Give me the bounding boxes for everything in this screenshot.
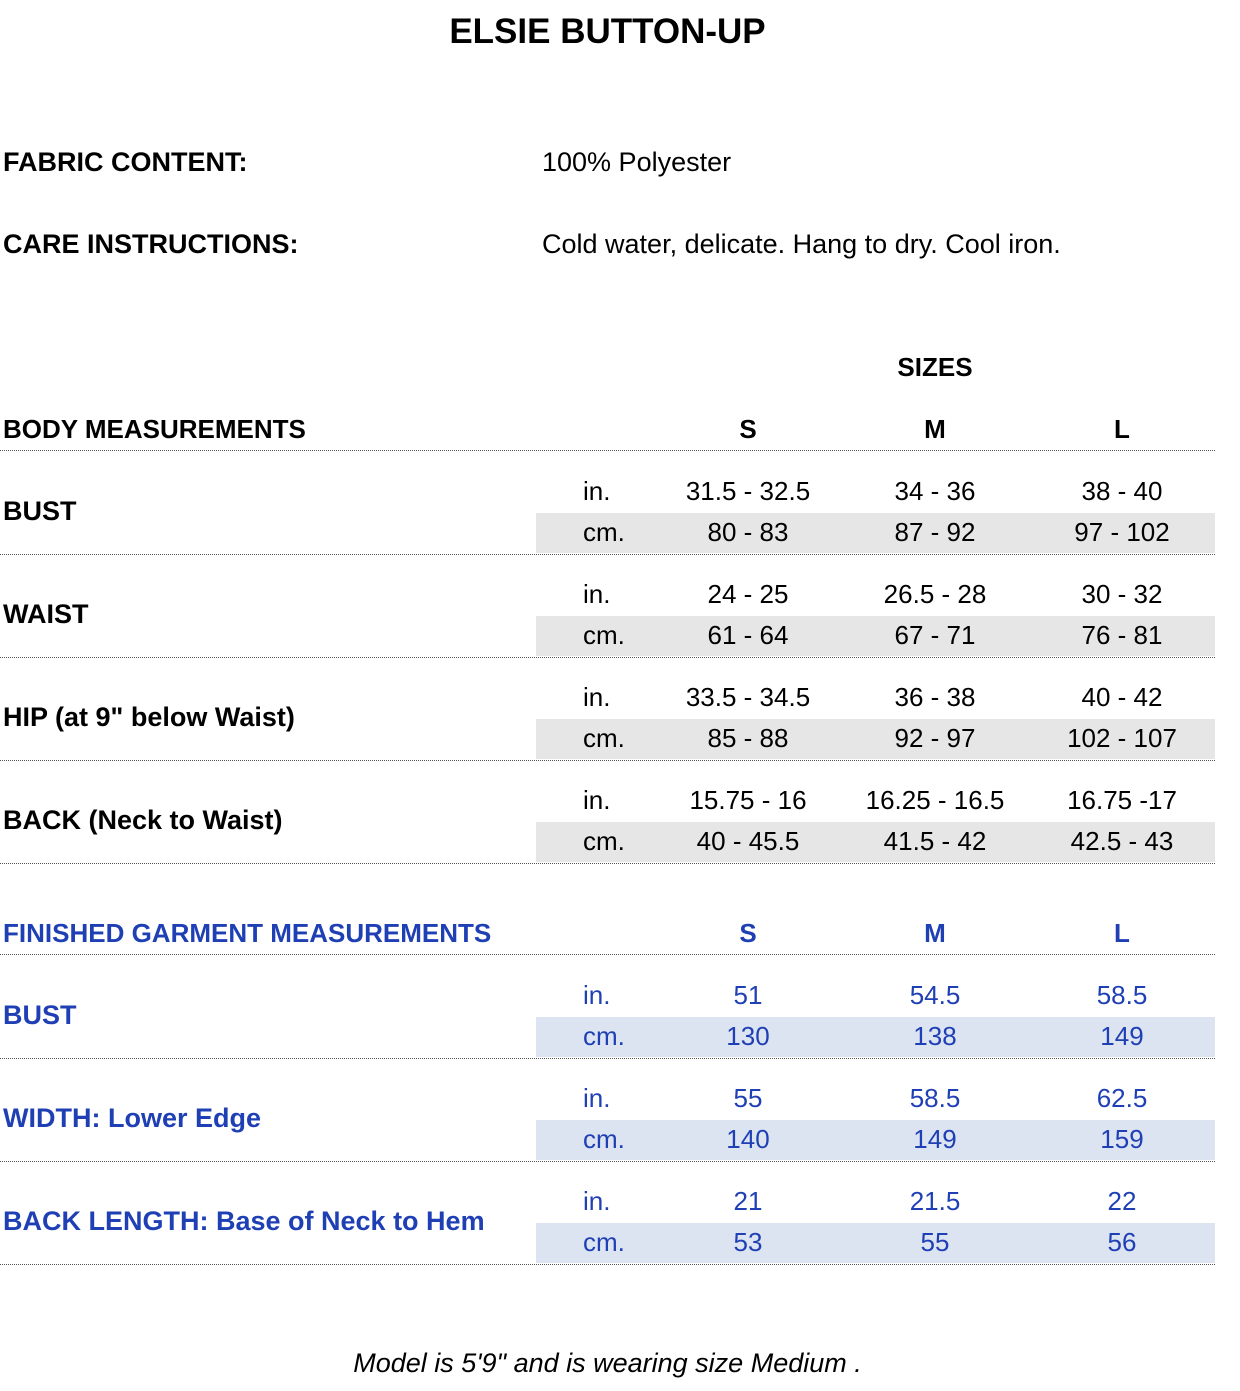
size-header-m: M — [924, 918, 946, 948]
row-divider — [0, 760, 1215, 761]
value-cm-s: 61 - 64 — [707, 620, 789, 650]
sizes-heading: SIZES — [897, 352, 973, 382]
value-cm-m: 55 — [920, 1227, 950, 1257]
value-in-s: 21 — [733, 1186, 763, 1216]
row-divider — [0, 863, 1215, 864]
unit-in: in. — [583, 1083, 611, 1113]
value-in-l: 40 - 42 — [1081, 682, 1163, 712]
value-in-m: 21.5 — [909, 1186, 961, 1216]
value-cm-s: 140 — [726, 1124, 770, 1154]
unit-in: in. — [583, 579, 611, 609]
value-cm-m: 67 - 71 — [894, 620, 976, 650]
fabric-content-value: 100% Polyester — [542, 147, 732, 177]
value-in-m: 16.25 - 16.5 — [865, 785, 1005, 815]
value-cm-m: 92 - 97 — [894, 723, 976, 753]
value-in-l: 22 — [1107, 1186, 1137, 1216]
row-divider — [0, 1058, 1215, 1059]
row-label: BACK (Neck to Waist) — [3, 805, 283, 835]
unit-cm: cm. — [583, 620, 625, 650]
value-in-s: 15.75 - 16 — [689, 785, 807, 815]
section-title: BODY MEASUREMENTS — [3, 414, 306, 444]
unit-in: in. — [583, 980, 611, 1010]
value-cm-l: 149 — [1100, 1021, 1144, 1051]
value-cm-m: 41.5 - 42 — [883, 826, 987, 856]
value-cm-l: 76 - 81 — [1081, 620, 1163, 650]
size-header-l: L — [1114, 918, 1130, 948]
value-cm-s: 130 — [726, 1021, 770, 1051]
value-cm-m: 87 - 92 — [894, 517, 976, 547]
row-label: BUST — [3, 496, 77, 526]
care-instructions-value: Cold water, delicate. Hang to dry. Cool iron. — [542, 229, 1061, 259]
row-divider — [0, 554, 1215, 555]
value-in-l: 30 - 32 — [1081, 579, 1163, 609]
value-cm-l: 56 — [1107, 1227, 1137, 1257]
value-cm-l: 102 - 107 — [1067, 723, 1177, 753]
value-in-s: 33.5 - 34.5 — [685, 682, 811, 712]
unit-cm: cm. — [583, 1227, 625, 1257]
unit-in: in. — [583, 682, 611, 712]
value-cm-s: 80 - 83 — [707, 517, 789, 547]
care-instructions-label: CARE INSTRUCTIONS: — [3, 229, 299, 259]
model-note: Model is 5'9" and is wearing size Medium . — [353, 1348, 862, 1378]
value-cm-m: 138 — [913, 1021, 957, 1051]
row-label: HIP (at 9" below Waist) — [3, 702, 295, 732]
value-in-s: 24 - 25 — [707, 579, 789, 609]
row-divider — [0, 657, 1215, 658]
row-divider — [0, 1264, 1215, 1265]
unit-cm: cm. — [583, 826, 625, 856]
row-label: BACK LENGTH: Base of Neck to Hem — [3, 1206, 485, 1236]
size-header-s: S — [739, 414, 757, 444]
value-in-l: 62.5 — [1096, 1083, 1148, 1113]
row-label: BUST — [3, 1000, 77, 1030]
value-in-s: 31.5 - 32.5 — [685, 476, 811, 506]
size-header-s: S — [739, 918, 757, 948]
unit-in: in. — [583, 476, 611, 506]
unit-in: in. — [583, 1186, 611, 1216]
value-cm-l: 159 — [1100, 1124, 1144, 1154]
value-in-m: 58.5 — [909, 1083, 961, 1113]
value-in-m: 54.5 — [909, 980, 961, 1010]
value-cm-l: 97 - 102 — [1074, 517, 1170, 547]
value-in-m: 26.5 - 28 — [883, 579, 987, 609]
value-in-l: 58.5 — [1096, 980, 1148, 1010]
value-cm-s: 53 — [733, 1227, 763, 1257]
value-in-l: 38 - 40 — [1081, 476, 1163, 506]
value-in-s: 55 — [733, 1083, 763, 1113]
unit-cm: cm. — [583, 1021, 625, 1051]
header-divider — [0, 450, 1215, 451]
value-cm-s: 85 - 88 — [707, 723, 789, 753]
value-cm-l: 42.5 - 43 — [1070, 826, 1174, 856]
unit-cm: cm. — [583, 723, 625, 753]
value-in-s: 51 — [733, 980, 763, 1010]
value-in-l: 16.75 -17 — [1067, 785, 1177, 815]
size-header-m: M — [924, 414, 946, 444]
value-cm-m: 149 — [913, 1124, 957, 1154]
row-label: WIDTH: Lower Edge — [3, 1103, 261, 1133]
row-divider — [0, 1161, 1215, 1162]
fabric-content-label: FABRIC CONTENT: — [3, 147, 248, 177]
header-divider — [0, 954, 1215, 955]
value-cm-s: 40 - 45.5 — [696, 826, 800, 856]
page-title: ELSIE BUTTON-UP — [449, 12, 766, 51]
section-title: FINISHED GARMENT MEASUREMENTS — [3, 918, 492, 948]
row-label: WAIST — [3, 599, 89, 629]
value-in-m: 34 - 36 — [894, 476, 976, 506]
value-in-m: 36 - 38 — [894, 682, 976, 712]
unit-in: in. — [583, 785, 611, 815]
size-header-l: L — [1114, 414, 1130, 444]
unit-cm: cm. — [583, 517, 625, 547]
unit-cm: cm. — [583, 1124, 625, 1154]
